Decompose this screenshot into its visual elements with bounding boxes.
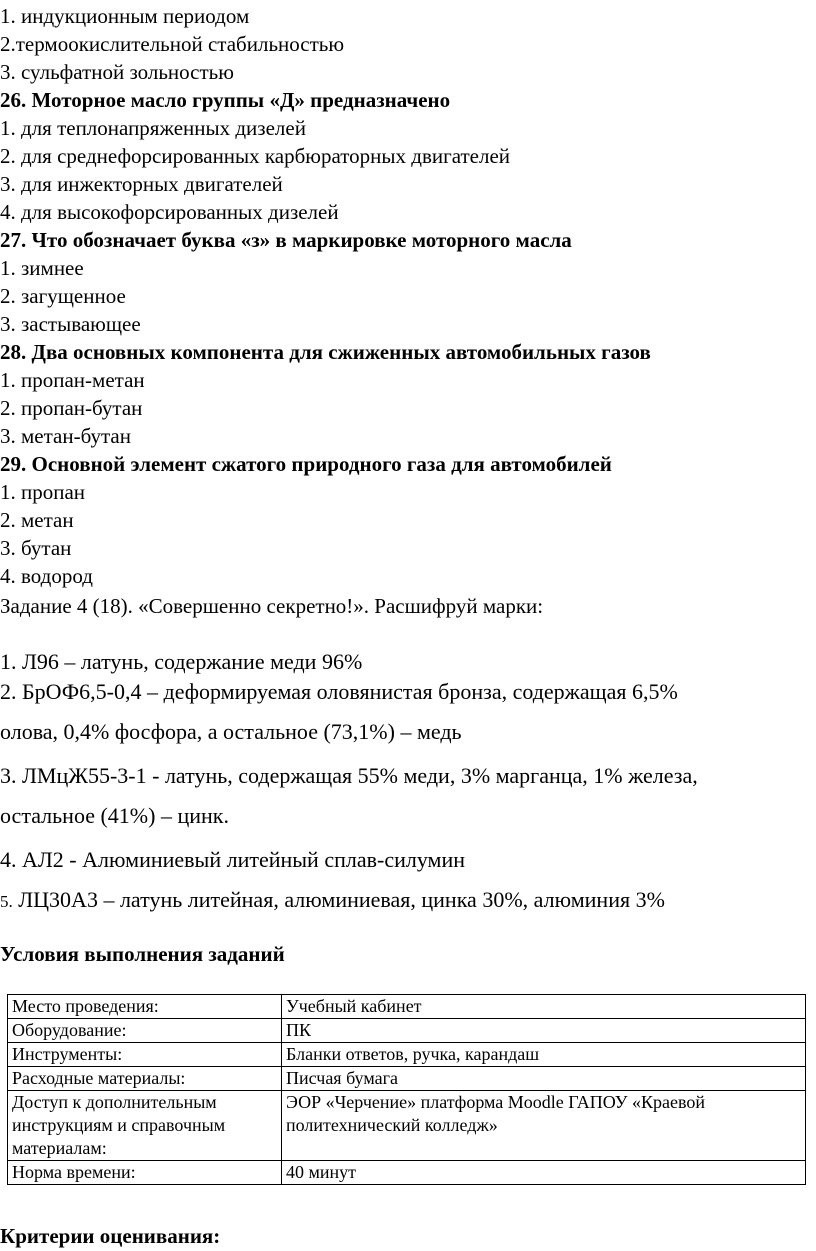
q29-option-2: 2. метан bbox=[0, 508, 74, 532]
q26-question: 26. Моторное масло группы «Д» предназначено bbox=[0, 88, 451, 112]
condition-key: Доступ к дополнительным инструкциям и справочным материалам: bbox=[8, 1091, 282, 1161]
condition-value: ПК bbox=[282, 1019, 806, 1043]
q28-option-2: 2. пропан-бутан bbox=[0, 396, 143, 420]
q29-option-3: 3. бутан bbox=[0, 536, 72, 560]
q26-option-4: 4. для высокофорсированных дизелей bbox=[0, 200, 339, 224]
task4-answer-3-cont: остальное (41%) – цинк. bbox=[0, 803, 229, 828]
criteria-heading: Критерии оценивания: bbox=[0, 1224, 221, 1248]
table-row bbox=[8, 1019, 806, 1043]
task4-answer-5-number: 5. bbox=[0, 892, 13, 911]
q28-question: 28. Два основных компонента для сжиженных автомобильных газов bbox=[0, 340, 651, 364]
q29-question: 29. Основной элемент сжатого природного газа для автомобилей bbox=[0, 452, 612, 476]
condition-value: Писчая бумага bbox=[282, 1067, 806, 1091]
q27-question: 27. Что обозначает буква «з» в маркировке моторного масла bbox=[0, 228, 572, 252]
table-row bbox=[8, 1043, 806, 1067]
task4-answer-5-text: ЛЦ30А3 – латунь литейная, алюминиевая, цинка 30%, алюминия 3% bbox=[12, 887, 665, 912]
task4-answer-2-cont: олова, 0,4% фосфора, а остальное (73,1%) – медь bbox=[0, 719, 462, 744]
q28-option-1: 1. пропан-метан bbox=[0, 368, 145, 392]
condition-key: Расходные материалы: bbox=[8, 1067, 282, 1091]
q27-option-3: 3. застывающее bbox=[0, 312, 141, 336]
conditions-heading: Условия выполнения заданий bbox=[0, 942, 285, 966]
task4-answer-1: 1. Л96 – латунь, содержание меди 96% bbox=[0, 649, 363, 674]
q26-option-3: 3. для инжекторных двигателей bbox=[0, 172, 283, 196]
q29-option-4: 4. водород bbox=[0, 564, 93, 588]
table-row bbox=[8, 1091, 806, 1161]
q26-option-1: 1. для теплонапряженных дизелей bbox=[0, 116, 306, 140]
task4-answer-4: 4. АЛ2 - Алюминиевый литейный сплав-силумин bbox=[0, 847, 466, 872]
q27-option-2: 2. загущенное bbox=[0, 284, 126, 308]
q27-option-1: 1. зимнее bbox=[0, 256, 84, 280]
q28-option-3: 3. метан-бутан bbox=[0, 424, 131, 448]
condition-key: Место проведения: bbox=[8, 995, 282, 1019]
q25-option-3: 3. сульфатной зольностью bbox=[0, 60, 234, 84]
condition-key: Норма времени: bbox=[8, 1161, 282, 1185]
task4-title: Задание 4 (18). «Совершенно секретно!». Расшифруй марки: bbox=[0, 594, 544, 618]
condition-value: Учебный кабинет bbox=[282, 995, 806, 1019]
conditions-table bbox=[7, 994, 806, 1185]
q25-option-1: 1. индукционным периодом bbox=[0, 4, 250, 28]
q25-option-2: 2.термоокислительной стабильностью bbox=[0, 32, 345, 56]
q26-option-2: 2. для среднефорсированных карбюраторных двигателей bbox=[0, 144, 511, 168]
condition-value: 40 минут bbox=[282, 1161, 806, 1185]
condition-key: Оборудование: bbox=[8, 1019, 282, 1043]
condition-value: Бланки ответов, ручка, карандаш bbox=[282, 1043, 806, 1067]
condition-value: ЭОР «Черчение» платформа Moodle ГАПОУ «Краевой политехнический колледж» bbox=[282, 1091, 806, 1161]
task4-answer-3: 3. ЛМцЖ55-3-1 - латунь, содержащая 55% меди, 3% марганца, 1% железа, bbox=[0, 763, 698, 788]
condition-key: Инструменты: bbox=[8, 1043, 282, 1067]
table-row bbox=[8, 1067, 806, 1091]
q29-option-1: 1. пропан bbox=[0, 480, 86, 504]
task4-answer-2: 2. БрОФ6,5-0,4 – деформируемая оловянистая бронза, содержащая 6,5% bbox=[0, 679, 678, 704]
task4-answer-5 bbox=[0, 886, 665, 916]
table-row bbox=[8, 1161, 806, 1185]
table-row bbox=[8, 995, 806, 1019]
